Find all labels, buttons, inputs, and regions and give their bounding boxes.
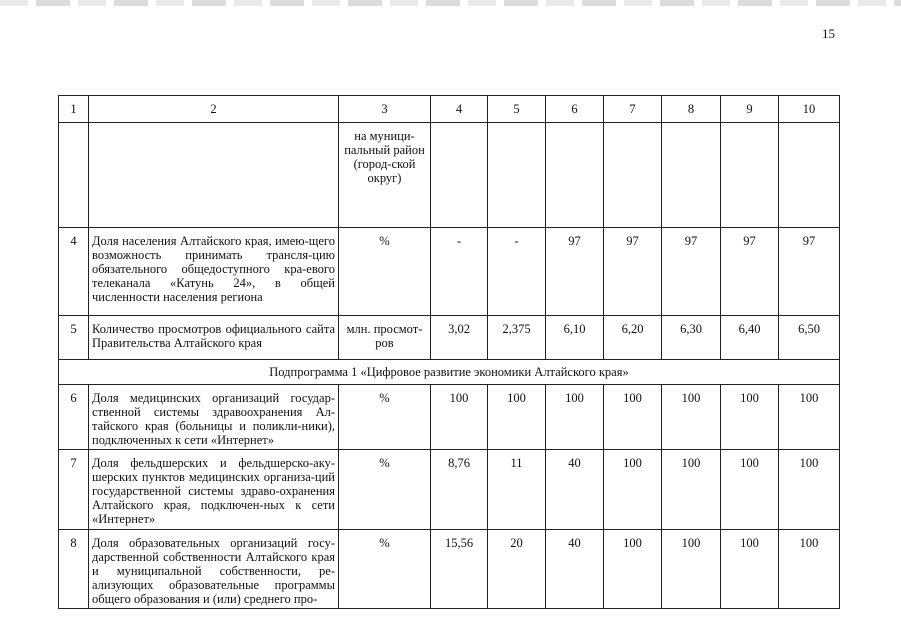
table-cell: [431, 123, 488, 228]
unit-cell: %: [339, 450, 431, 530]
value-cell: 97: [604, 228, 662, 316]
value-cell: 100: [604, 385, 662, 450]
table-cell: [488, 123, 546, 228]
value-cell: 20: [488, 530, 546, 609]
value-cell: 100: [779, 450, 840, 530]
page-number: 15: [822, 26, 835, 41]
column-number: 6: [546, 96, 604, 123]
table-cell: [662, 123, 721, 228]
indicator-name: Доля медицинских организаций государ-ственной системы здравоохранения Ал-тайского края (больницы и поликли-ники), подключенных к сети «Интернет»: [89, 385, 339, 450]
indicator-name: Доля фельдшерских и фельдшерско-аку-шерских пунктов медицинских организа-ций государственной системы здраво-охранения Алтайского края, подключен-ных к сети «Интернет»: [89, 450, 339, 530]
column-number-row: [59, 96, 840, 123]
value-cell: 100: [431, 385, 488, 450]
indicators-table: [58, 95, 840, 609]
column-number: 5: [488, 96, 546, 123]
unit-cell: млн. просмот-ров: [339, 316, 431, 360]
column-number: 2: [89, 96, 339, 123]
value-cell: 15,56: [431, 530, 488, 609]
row-number: 6: [59, 385, 89, 450]
value-cell: 100: [546, 385, 604, 450]
table-cell: [89, 123, 339, 228]
value-cell: 40: [546, 450, 604, 530]
value-cell: 100: [721, 530, 779, 609]
table-cell: [604, 123, 662, 228]
value-cell: 8,76: [431, 450, 488, 530]
value-cell: 40: [546, 530, 604, 609]
column-number: 7: [604, 96, 662, 123]
value-cell: -: [488, 228, 546, 316]
unit-cell: %: [339, 228, 431, 316]
table-cell: [59, 123, 89, 228]
value-cell: 6,50: [779, 316, 840, 360]
value-cell: 6,30: [662, 316, 721, 360]
column-number: 10: [779, 96, 840, 123]
row-number: 4: [59, 228, 89, 316]
value-cell: 2,375: [488, 316, 546, 360]
table-cell: [721, 123, 779, 228]
value-cell: 100: [488, 385, 546, 450]
value-cell: 97: [546, 228, 604, 316]
continuation-row: [59, 123, 840, 228]
row-number: 8: [59, 530, 89, 609]
table-row: [59, 316, 840, 360]
column-number: 8: [662, 96, 721, 123]
value-cell: 100: [779, 530, 840, 609]
indicator-name: Количество просмотров официального сайта Правительства Алтайского края: [89, 316, 339, 360]
value-cell: 6,10: [546, 316, 604, 360]
unit-cell: %: [339, 530, 431, 609]
unit-cell: %: [339, 385, 431, 450]
value-cell: 100: [721, 385, 779, 450]
value-cell: 6,40: [721, 316, 779, 360]
subprogram-title: Подпрограмма 1 «Цифровое развитие экономики Алтайского края»: [59, 360, 840, 385]
value-cell: 97: [779, 228, 840, 316]
table-cell: [546, 123, 604, 228]
value-cell: 3,02: [431, 316, 488, 360]
scan-edge-artifact: [0, 0, 901, 6]
value-cell: 100: [604, 450, 662, 530]
value-cell: 97: [721, 228, 779, 316]
table-row: [59, 450, 840, 530]
value-cell: 97: [662, 228, 721, 316]
column-number: 3: [339, 96, 431, 123]
subprogram-row: [59, 360, 840, 385]
value-cell: 100: [662, 450, 721, 530]
indicator-name: Доля образовательных организаций госу-дарственной собственности Алтайского края и муниципальной собственности, ре-ализующих образовательные программы общего образования и (или) среднего про-: [89, 530, 339, 609]
value-cell: 100: [662, 530, 721, 609]
value-cell: 100: [779, 385, 840, 450]
table-cell: [779, 123, 840, 228]
table-row: [59, 385, 840, 450]
unit-cell: на муници-пальный район (город-ской округ): [339, 123, 431, 228]
value-cell: 100: [604, 530, 662, 609]
table-row: [59, 530, 840, 609]
row-number: 5: [59, 316, 89, 360]
value-cell: -: [431, 228, 488, 316]
value-cell: 11: [488, 450, 546, 530]
column-number: 1: [59, 96, 89, 123]
value-cell: 100: [721, 450, 779, 530]
row-number: 7: [59, 450, 89, 530]
table-row: [59, 228, 840, 316]
value-cell: 6,20: [604, 316, 662, 360]
value-cell: 100: [662, 385, 721, 450]
indicator-name: Доля населения Алтайского края, имею-щего возможность принимать трансля-цию обязательного общедоступного кра-евого телеканала «Катунь 24», в общей численности населения региона: [89, 228, 339, 316]
column-number: 9: [721, 96, 779, 123]
column-number: 4: [431, 96, 488, 123]
